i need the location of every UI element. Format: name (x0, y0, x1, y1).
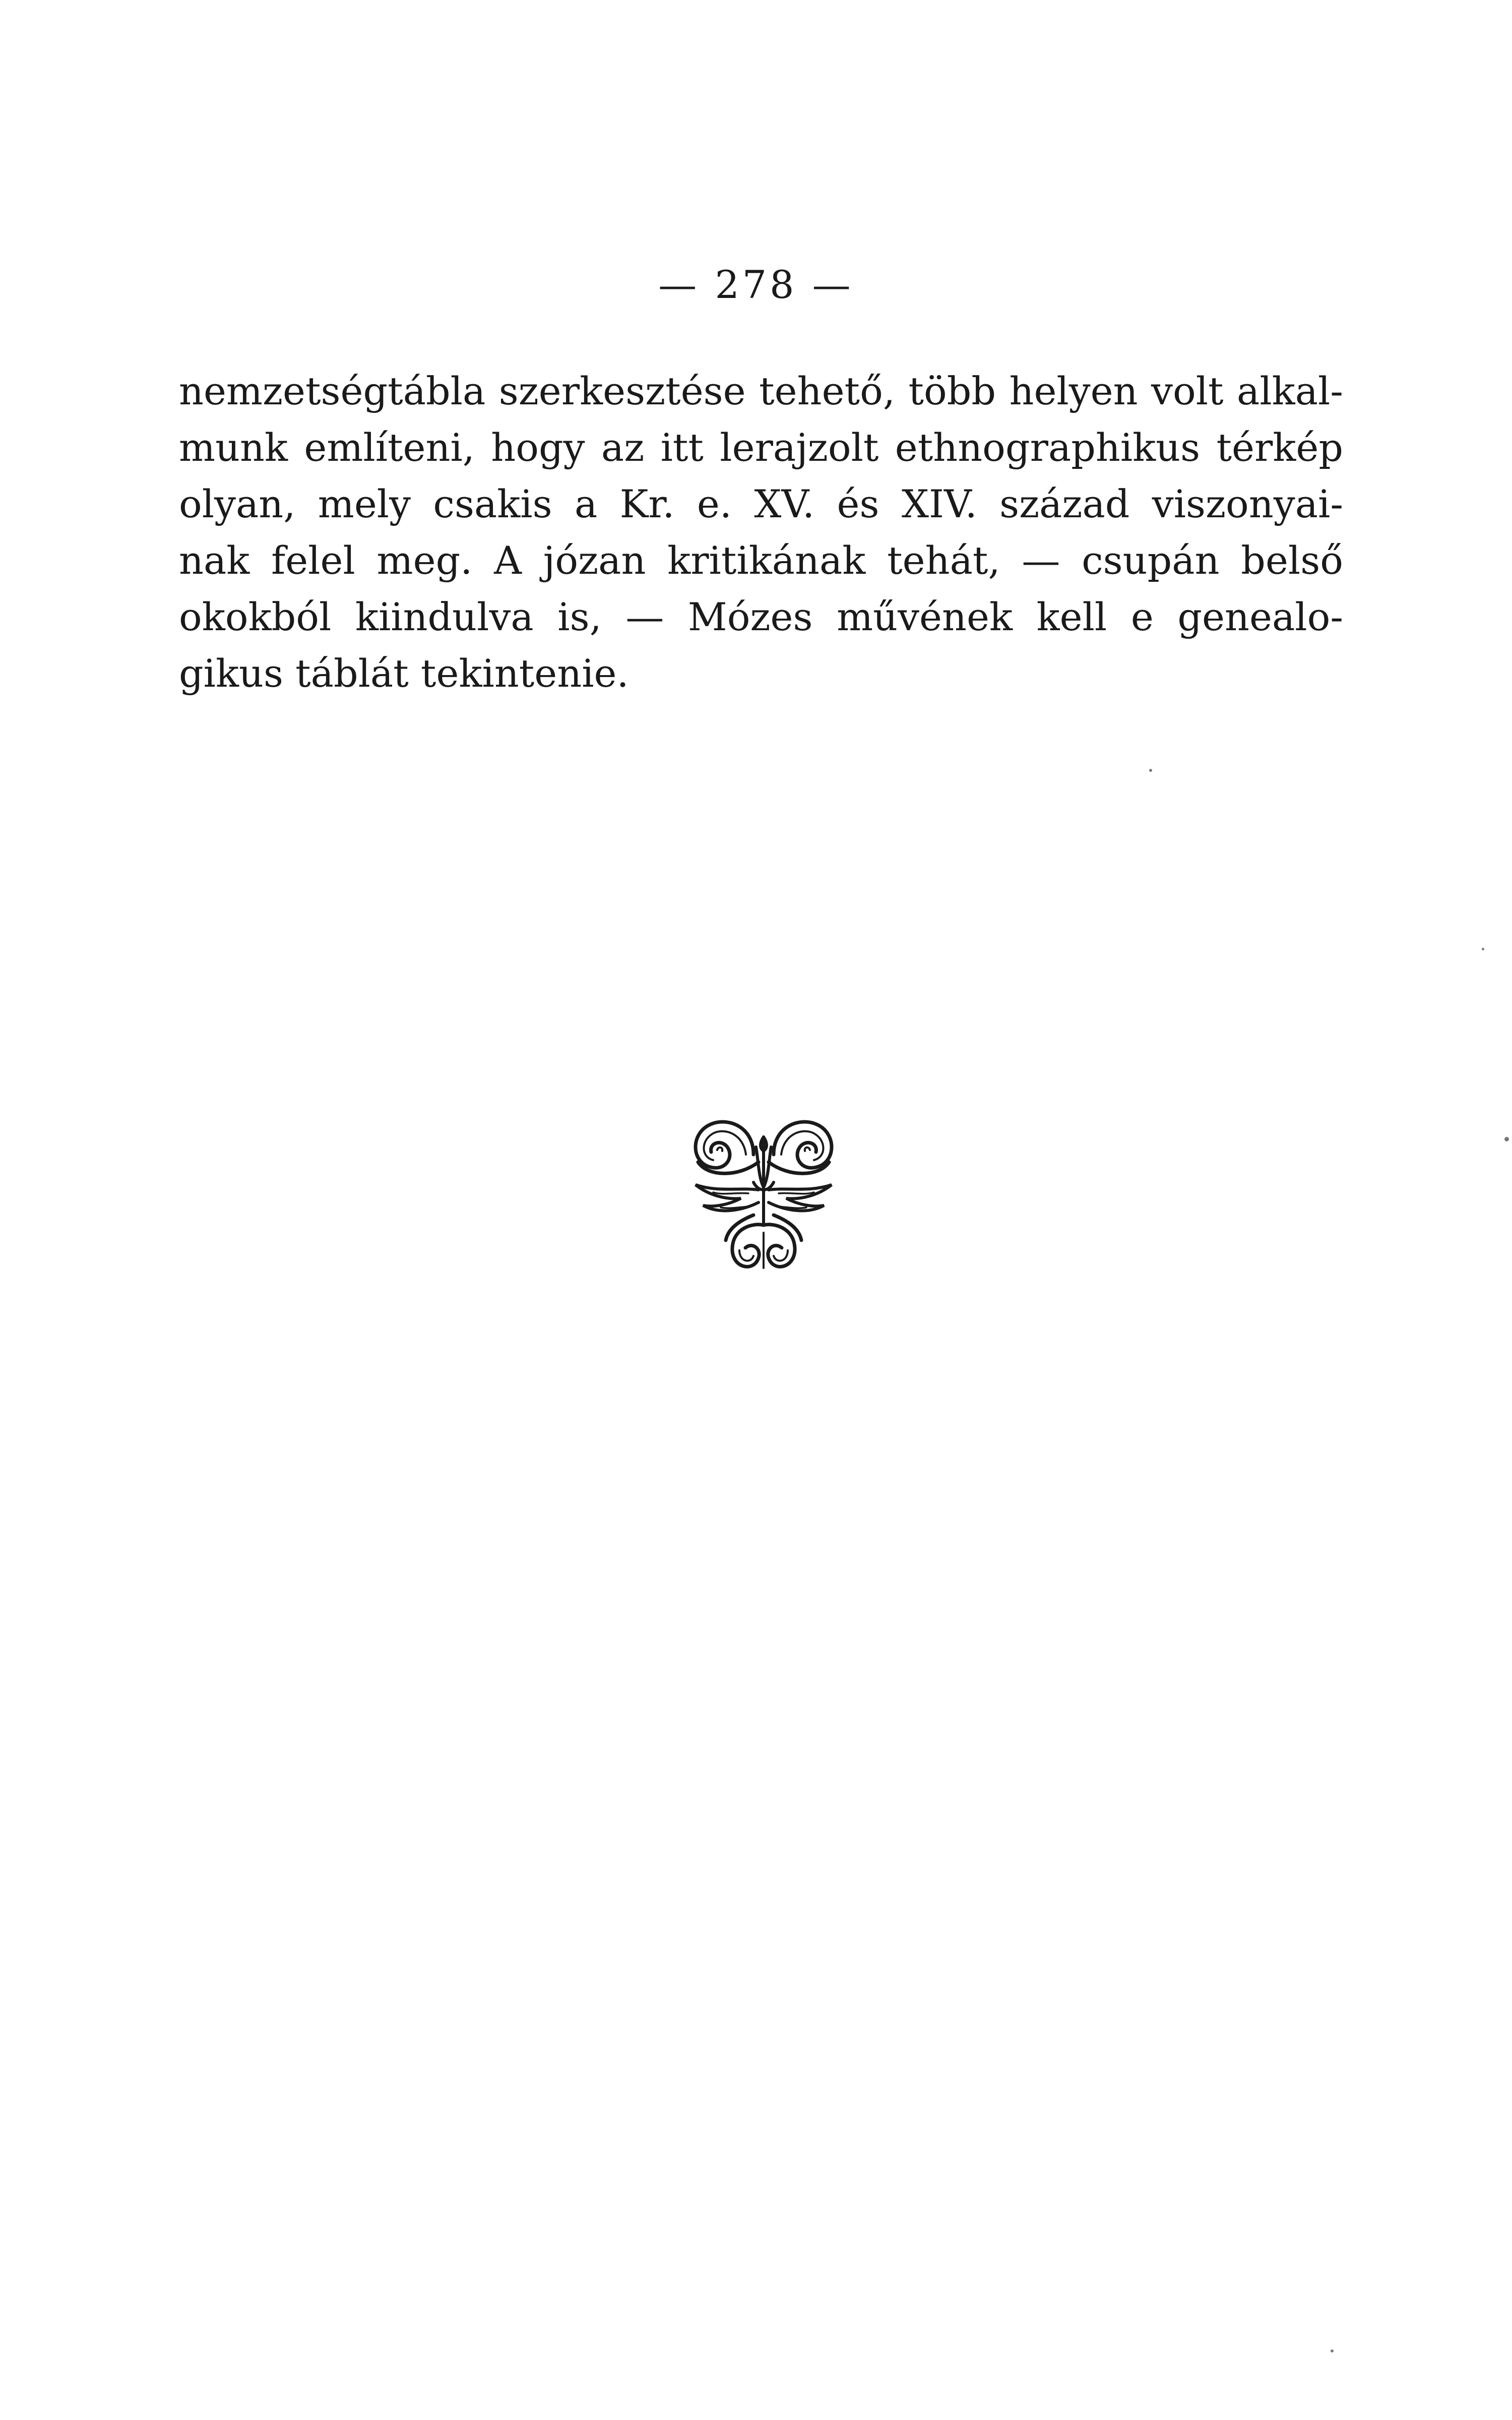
scan-speck (1149, 769, 1152, 772)
text-line: nemzetségtábla szerkesztése tehető, több helyen volt alkal- (179, 369, 1343, 413)
text-line: okokból kiindulva is, — Mózes művének kell e genealo- (179, 594, 1343, 639)
text-line: olyan, mely csakis a Kr. e. XV. és XIV. század viszonyai- (179, 481, 1343, 526)
scan-speck (1331, 2349, 1334, 2352)
text-line: gikus táblát tekintenie. (179, 651, 629, 696)
scroll-ornament-icon (678, 1107, 849, 1283)
text-line: munk említeni, hogy az itt lerajzolt ethnographikus térkép (179, 425, 1343, 470)
scan-speck (1504, 1137, 1509, 1141)
page-number: — 278 — (658, 262, 854, 307)
text-line: nak felel meg. A józan kritikának tehát, — csupán belső (179, 538, 1343, 583)
scan-speck (1482, 948, 1484, 950)
body-paragraph (179, 363, 1343, 702)
